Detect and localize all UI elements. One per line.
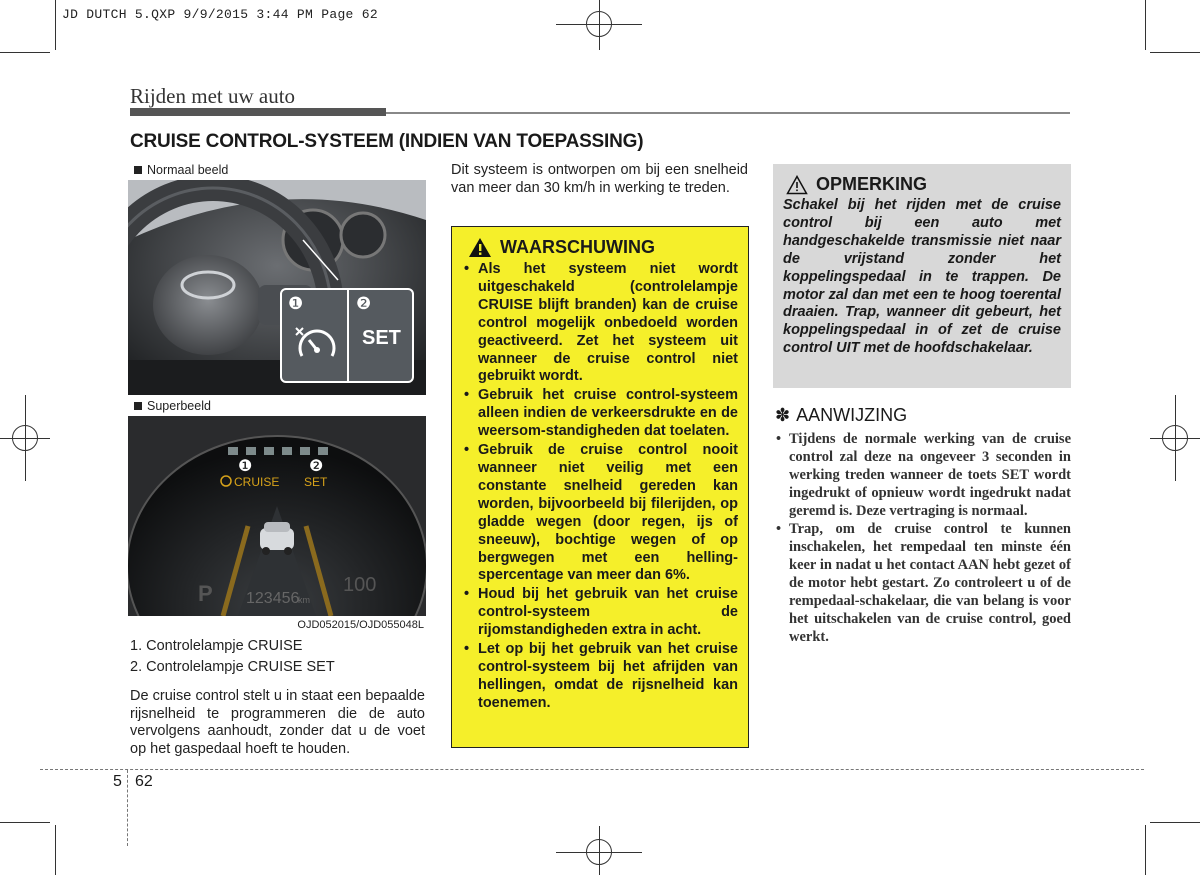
steering-wheel-photo <box>128 180 426 395</box>
footer-divider <box>127 770 128 846</box>
note-header <box>783 174 1061 195</box>
page-number: 62 <box>135 773 153 790</box>
odometer-readout: 123456 <box>246 590 300 607</box>
caption-2: 2. Controlelampje CRUISE SET <box>130 659 335 675</box>
speed-paragraph: Dit systeem is ontworpen om bij een snelheid van meer dan 30 km/h in werking te treden. <box>451 162 748 196</box>
tip-list <box>773 430 1071 646</box>
gear-indicator: P <box>198 581 213 606</box>
figure-label-super-text: Superbeeld <box>147 399 211 413</box>
warning-header <box>462 237 738 258</box>
intro-paragraph: De cruise control stelt u in staat een bepaalde rijsnelheid te programmeren die de auto vervolgens aanhoudt, zonder dat u de voet op het gaspedaal hoeft te houden. <box>130 688 425 757</box>
caution-triangle-icon <box>786 175 808 195</box>
figure-code: OJD052015/OJD055048L <box>297 619 424 631</box>
warning-title: WAARSCHUWING <box>500 237 655 257</box>
warning-item: • Houd bij het gebruik van het cruise control-systeem de rijomstandigheden extra in acht. <box>462 586 738 640</box>
page-heading: CRUISE CONTROL-SYSTEEM (INDIEN VAN TOEPASSING) <box>130 131 644 152</box>
warning-item: • Als het systeem niet wordt uitgeschakeld (controlelampje CRUISE blijft branden) kan de cruise control mogelijk onbedoeld worden geactiveerd. Zet het systeem uit wanneer de cruise control niet gebruikt wordt. <box>462 261 738 386</box>
warning-item: • Gebruik het cruise control-systeem alleen indien de verkeersdrukte en de weersom-standigheden dat toelaten. <box>462 387 738 441</box>
title-rule <box>130 108 386 116</box>
tip-item: • Tijdens de normale werking van de cruise control zal deze na ongeveer 3 seconden in werking treden wanneer de toets SET wordt ingedrukt of opnieuw wordt ingedrukt nadat geremd is. Deze vertraging is normaal. <box>773 430 1071 520</box>
marker-1: ❶ <box>288 294 304 313</box>
figure-label-super <box>134 399 211 413</box>
chapter-number: 5 <box>113 773 122 790</box>
set-button-label: SET <box>362 327 401 349</box>
warning-list <box>462 261 738 713</box>
square-bullet-icon <box>134 402 142 410</box>
button-callout <box>280 288 414 383</box>
note-box <box>773 164 1071 388</box>
figure-label-normal <box>134 163 228 177</box>
print-header: JD DUTCH 5.QXP 9/9/2015 3:44 PM Page 62 <box>62 7 378 22</box>
warning-item: • Let op bij het gebruik van het cruise control-systeem bij het afrijden van hellingen, omdat de rijsnelheid kan toenemen. <box>462 641 738 713</box>
warning-box <box>451 226 749 748</box>
asterisk-icon: ✽ <box>775 405 791 425</box>
caption-1: 1. Controlelampje CRUISE <box>130 638 303 654</box>
cluster-set-indicator: SET <box>304 475 328 489</box>
title-rule-thin <box>386 112 1070 114</box>
cruise-speedometer-icon <box>294 322 340 368</box>
tip-item: • Trap, om de cruise control te kunnen inschakelen, het rempedaal ten minste één keer in nadat u het contact AAN hebt gezet of de motor hebt gestart. Zo controleert u of de rempedaal-schakelaar, die van belang is voor het uitschakelen van de cruise control, goed werkt. <box>773 520 1071 646</box>
note-text: Schakel bij het rijden met de cruise control bij een auto met handgeschakelde transmissie niet naar de vrijstand zonder het koppelingspedaal in te trappen. De motor zal dan met een te hoog toerental draaien. Trap, wanneer dit gebeurt, het koppelingspedaal in of zet de cruise control UIT met de hoofdschakelaar. <box>783 197 1061 357</box>
cluster-cruise-indicator: CRUISE <box>234 475 280 489</box>
section-title: Rijden met uw auto <box>130 84 296 108</box>
marker-2: ❷ <box>356 294 372 313</box>
tip-title: AANWIJZING <box>796 405 908 425</box>
figure-label-normal-text: Normaal beeld <box>147 163 229 177</box>
tip-header <box>775 405 907 426</box>
instrument-cluster-photo <box>128 416 426 616</box>
warning-item: • Gebruik de cruise control nooit wanneer niet veilig met een constante snelheid gereden kan worden, bijvoorbeeld bij filerijden, op gladde wegen (door regen, ijs of sneeuw), bochtige wegen of op bergwegen met een helling-spercentage van meer dan 6%. <box>462 442 738 585</box>
cluster-illustration <box>128 416 426 616</box>
svg-text:km: km <box>298 595 310 605</box>
footer-rule <box>40 769 1144 770</box>
square-bullet-icon <box>134 166 142 174</box>
note-title: OPMERKING <box>816 174 928 194</box>
cluster-marker-1: ❶ <box>238 458 253 475</box>
cluster-marker-2: ❷ <box>309 458 324 475</box>
warning-triangle-icon <box>468 237 492 258</box>
speed-readout: 100 <box>343 574 377 596</box>
